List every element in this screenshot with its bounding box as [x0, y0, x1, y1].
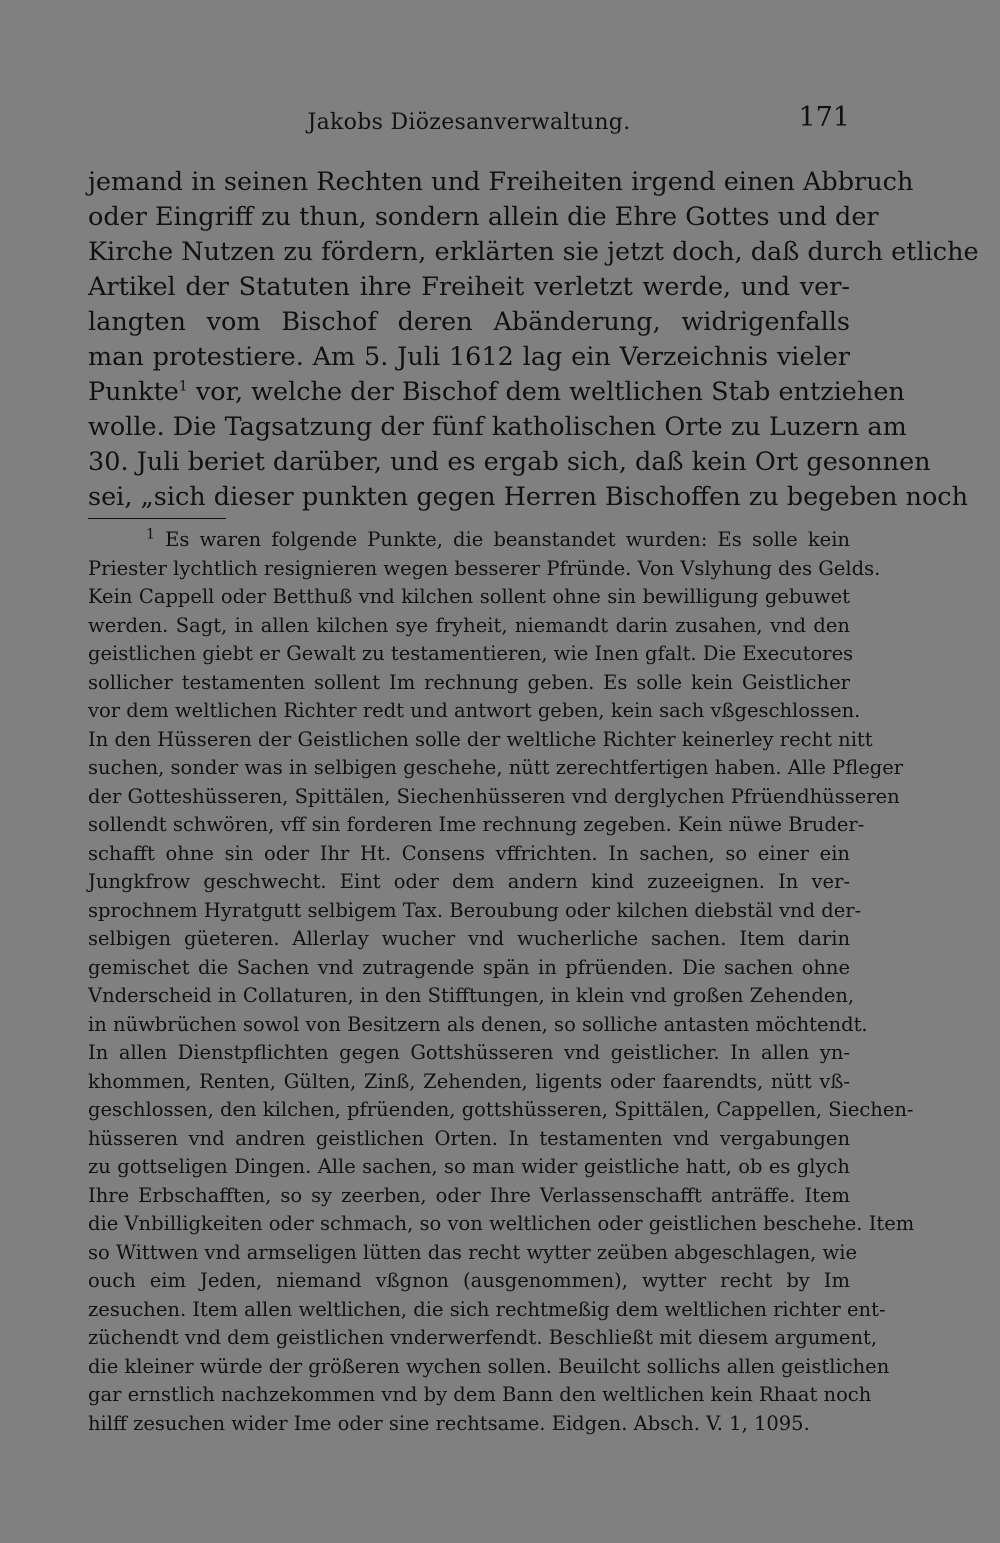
main-text-line [88, 375, 905, 410]
main-text-line: wolle. Die Tagsatzung der fünf katholischen Orte zu Luzern am [88, 412, 907, 442]
footnote-line: zu gottseligen Dingen. Alle sachen, so man wider geistliche hatt, ob es glych [88, 1155, 850, 1178]
main-text-line: sei, „sich dieser punkten gegen Herren Bischoffen zu begeben noch [88, 482, 969, 512]
footnote-line: Ihre Erbschafften, so sy zeerben, oder Ihre Verlassenschafft anträffe. Item [88, 1183, 850, 1207]
footnote-line: hüsseren vnd andren geistlichen Orten. In testamenten vnd vergabungen [88, 1126, 850, 1150]
footnote-line: der Gotteshüsseren, Spittälen, Siechenhüsseren vnd derglychen Pfrüendhüsseren [88, 784, 900, 808]
footnote-line: schafft ohne sin oder Ihr Ht. Consens vffrichten. In sachen, so einer ein [88, 841, 850, 865]
footnote-line: sollicher testamenten sollent Im rechnung geben. Es solle kein Geistlicher [88, 670, 850, 694]
footnote-line: züchendt vnd dem geistlichen vnderwerfendt. Beschließt mit diesem argument, [88, 1326, 878, 1349]
footnote-line: geschlossen, den kilchen, pfrüenden, gottshüsseren, Spittälen, Cappellen, Siechen- [88, 1098, 914, 1121]
footnote-line: sollendt schwören, vff sin forderen Ime rechnung zegeben. Kein nüwe Bruder- [88, 813, 865, 836]
footnote-line: in nüwbrüchen sowol von Besitzern als denen, so solliche antasten möchtendt. [88, 1012, 868, 1036]
main-text-line: Kirche Nutzen zu fördern, erklärten sie jetzt doch, daß durch etliche [88, 237, 979, 267]
page-number: 171 [798, 102, 850, 133]
footnote-line: Jungkfrow geschwecht. Eint oder dem andern kind zuzeeignen. In ver- [88, 870, 850, 893]
footnote-line: die kleiner würde der größeren wychen sollen. Beuilcht sollichs allen geistlichen [88, 1354, 890, 1378]
running-head [88, 100, 850, 140]
footnote-line: In allen Dienstpflichten gegen Gottshüsseren vnd geistlicher. In allen yn- [88, 1041, 850, 1064]
footnote-line: zesuchen. Item allen weltlichen, die sich rechtmeßig dem weltlichen richter ent- [88, 1297, 886, 1321]
footnote-line: In den Hüsseren der Geistlichen solle der weltliche Richter keinerley recht nitt [88, 727, 873, 751]
main-text-line: oder Eingriff zu thun, sondern allein die Ehre Gottes und der [88, 202, 879, 232]
main-text-line: Artikel der Statuten ihre Freiheit verletzt werde, und ver- [88, 272, 850, 302]
footnote-line: Kein Cappell oder Betthuß vnd kilchen sollent ohne sin bewilligung gebuwet [88, 585, 850, 608]
footnote [88, 526, 915, 1438]
main-text-line: jemand in seinen Rechten und Freiheiten irgend einen Abbruch [88, 167, 914, 197]
footnote-reference: 1 [178, 378, 188, 395]
running-title: Jakobs Diözesanverwaltung. [307, 110, 631, 135]
footnote-line: gemischet die Sachen vnd zutragende spän in pfrüenden. Die sachen ohne [88, 955, 850, 979]
footnote-line: so Wittwen vnd armseligen lütten das recht wytter zeüben abgeschlagen, wie [88, 1240, 858, 1264]
footnote-line: geistlichen giebt er Gewalt zu testamentieren, wie Inen gfalt. Die Executores [88, 642, 854, 665]
main-text-segment: vor, welche der Bischof dem weltlichen Stab entziehen [195, 377, 905, 407]
footnote-line: Vnderscheid in Collaturen, in den Stifftungen, in klein vnd großen Zehenden, [88, 984, 855, 1007]
footnote-line: hilff zesuchen wider Ime oder sine rechtsame. Eidgen. Absch. V. 1, 1095. [88, 1411, 810, 1435]
footnote-line [88, 526, 850, 555]
footnote-text: Es waren folgende Punkte, die beanstandet wurden: Es solle kein [165, 528, 850, 551]
footnote-line: vor dem weltlichen Richter redt und antwort geben, kein sach vßgeschlossen. [88, 699, 861, 722]
footnote-line: suchen, sonder was in selbigen geschehe, nütt zerechtfertigen haben. Alle Pfleger [88, 756, 904, 779]
main-text-segment: Punkte [88, 377, 179, 407]
footnote-marker: 1 [146, 526, 155, 543]
footnote-line: sprochnem Hyratgutt selbigem Tax. Beroubung oder kilchen diebstäl vnd der- [88, 898, 862, 922]
footnote-line: gar ernstlich nachzekommen vnd by dem Bann den weltlichen kein Rhaat noch [88, 1383, 872, 1406]
footnote-line: Priester lychtlich resignieren wegen besserer Pfründe. Von Vslyhung des Gelds. [88, 556, 881, 580]
footnote-line: die Vnbilligkeiten oder schmach, so von weltlichen oder geistlichen beschehe. Item [88, 1212, 915, 1235]
footnote-line: khommen, Renten, Gülten, Zinß, Zehenden, ligents oder faarendts, nütt vß- [88, 1069, 850, 1093]
footnote-separator [88, 518, 226, 519]
main-text-line: 30. Juli beriet darüber, und es ergab sich, daß kein Ort gesonnen [88, 447, 931, 477]
footnote-line: ouch eim Jeden, niemand vßgnon (ausgenommen), wytter recht by Im [88, 1269, 850, 1292]
footnote-line: selbigen güeteren. Allerlay wucher vnd wucherliche sachen. Item darin [88, 927, 850, 950]
main-text-line: langten vom Bischof deren Abänderung, widrigenfalls [88, 307, 850, 337]
main-text-line: man protestiere. Am 5. Juli 1612 lag ein Verzeichnis vieler [88, 342, 850, 372]
footnote-line: werden. Sagt, in allen kilchen sye fryheit, niemandt darin zusahen, vnd den [88, 613, 850, 637]
main-text [88, 165, 979, 515]
